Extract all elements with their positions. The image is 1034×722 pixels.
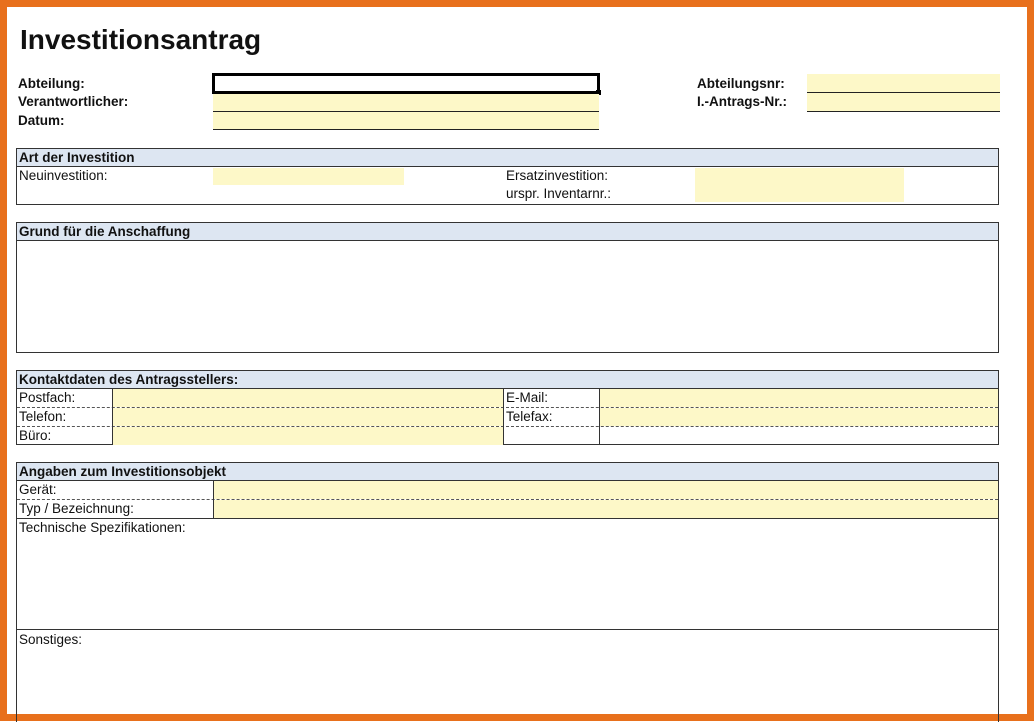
abteilung-input[interactable] (212, 73, 600, 94)
neuinvestition-label: Neuinvestition: (19, 168, 108, 183)
grund-section (16, 222, 999, 353)
page-title: Investitionsantrag (20, 24, 262, 55)
geraet-label: Gerät: (19, 482, 57, 497)
spezifikationen-textarea[interactable] (17, 537, 998, 629)
typ-input[interactable] (214, 500, 998, 518)
email-label: E-Mail: (506, 390, 549, 405)
abteilung-label: Abteilung: (18, 76, 85, 91)
inventarnr-label: urspr. Inventarnr.: (506, 186, 612, 201)
kontakt-heading: Kontaktdaten des Antragsstellers: (17, 371, 998, 389)
antragsnr-input[interactable] (807, 93, 1000, 112)
kontakt-divider-3 (599, 389, 600, 445)
objekt-row-typ (17, 500, 998, 519)
objekt-heading: Angaben zum Investitionsobjekt (17, 463, 998, 481)
kontakt-row-2 (17, 408, 998, 427)
buero-input[interactable] (113, 427, 503, 445)
ersatz-inventar-input[interactable] (695, 168, 904, 202)
abteilungsnr-label: Abteilungsnr: (697, 76, 785, 91)
sonstiges-textarea[interactable] (17, 649, 998, 709)
verantwortlicher-input[interactable] (213, 94, 599, 112)
abteilungsnr-input[interactable] (807, 74, 1000, 93)
verantwortlicher-label: Verantwortlicher: (18, 94, 129, 109)
telefax-label: Telefax: (506, 409, 553, 424)
telefon-input[interactable] (113, 408, 503, 426)
typ-label: Typ / Bezeichnung: (19, 501, 134, 516)
kontakt-row-3 (17, 427, 998, 445)
art-section (16, 148, 999, 205)
objekt-section (16, 462, 999, 722)
grund-heading: Grund für die Anschaffung (17, 223, 998, 241)
kontakt-divider-2 (503, 389, 504, 445)
telefon-label: Telefon: (19, 409, 67, 424)
spezifikationen-label: Technische Spezifikationen: (19, 520, 186, 535)
kontakt-divider-1 (112, 389, 113, 445)
email-input[interactable] (600, 389, 998, 407)
art-heading: Art der Investition (17, 149, 998, 167)
antragsnr-label: I.-Antrags-Nr.: (697, 94, 788, 109)
spezifikationen-divider (17, 629, 998, 630)
postfach-label: Postfach: (19, 390, 76, 405)
grund-textarea[interactable] (17, 241, 998, 352)
kontakt-section (16, 370, 999, 445)
buero-label: Büro: (19, 428, 52, 443)
datum-label: Datum: (18, 113, 65, 128)
neuinvestition-input[interactable] (213, 168, 404, 185)
postfach-input[interactable] (113, 389, 503, 407)
objekt-row-geraet (17, 481, 998, 500)
telefax-input[interactable] (600, 408, 998, 426)
geraet-input[interactable] (214, 481, 998, 499)
objekt-divider (213, 481, 214, 519)
sonstiges-label: Sonstiges: (19, 632, 83, 647)
kontakt-row-1 (17, 389, 998, 408)
ersatzinvestition-label: Ersatzinvestition: (506, 168, 609, 183)
datum-input[interactable] (213, 112, 599, 130)
